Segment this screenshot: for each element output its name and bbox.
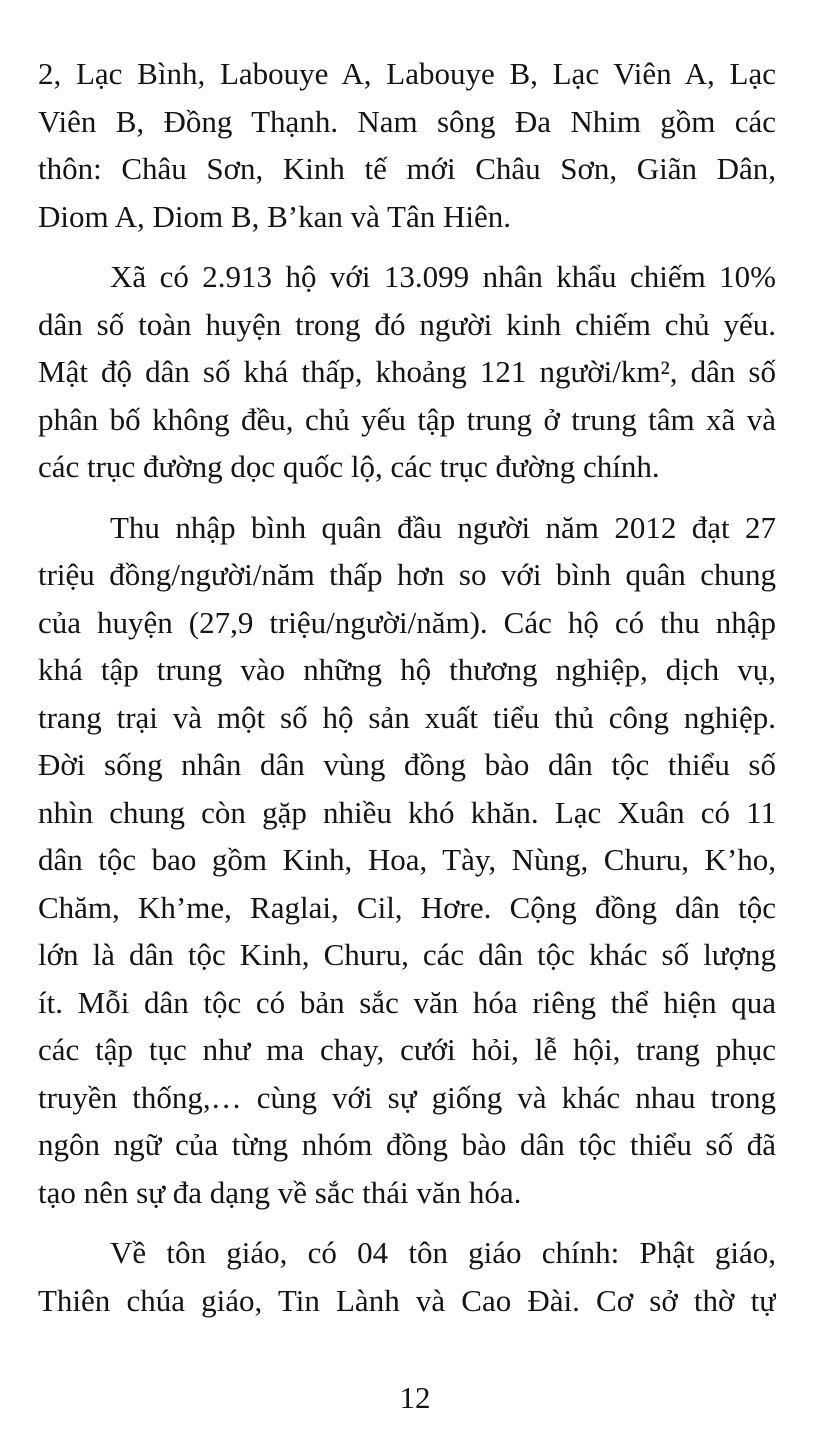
text-line: truyền thống,… cùng với sự giống và khác nhau trong — [38, 1079, 776, 1115]
text-line: Mật độ dân số khá thấp, khoảng 121 người/km², dân số — [38, 354, 776, 389]
page-body — [38, 50, 776, 1337]
paragraph-population — [38, 253, 776, 491]
paragraph-villages — [38, 50, 776, 240]
text-line: Thu nhập bình quân đầu người năm 2012 đạt 27 — [110, 509, 776, 545]
text-line: trang trại và một số hộ sản xuất tiểu thủ công nghiệp. — [38, 699, 776, 735]
text-line: dân số toàn huyện trong đó người kinh chiếm chủ yếu. — [38, 306, 776, 342]
text-line: lớn là dân tộc Kinh, Churu, các dân tộc khác số lượng — [38, 937, 776, 972]
text-line: Diom A, Diom B, B’kan và Tân Hiên. — [38, 198, 511, 234]
text-line: 2, Lạc Bình, Labouye A, Labouye B, Lạc Viên A, Lạc — [38, 56, 776, 91]
text-line: các trục đường dọc quốc lộ, các trục đường chính. — [38, 449, 660, 484]
text-line: ít. Mỗi dân tộc có bản sắc văn hóa riêng thể hiện qua — [38, 984, 776, 1020]
paragraph-religion — [38, 1229, 776, 1324]
text-line: thôn: Châu Sơn, Kinh tế mới Châu Sơn, Giãn Dân, — [38, 151, 776, 186]
text-line: triệu đồng/người/năm thấp hơn so với bình quân chung — [38, 557, 776, 592]
paragraph-income-ethnic — [38, 504, 776, 1217]
text-line: phân bố không đều, chủ yếu tập trung ở trung tâm xã và — [38, 401, 776, 437]
text-line: Viên B, Đồng Thạnh. Nam sông Đa Nhim gồm các — [38, 103, 776, 139]
page-number: 12 — [399, 1380, 431, 1415]
text-line: Xã có 2.913 hộ với 13.099 nhân khẩu chiếm 10% — [110, 259, 776, 294]
text-line: tạo nên sự đa dạng về sắc thái văn hóa. — [38, 1174, 522, 1210]
text-line: dân tộc bao gồm Kinh, Hoa, Tày, Nùng, Churu, K’ho, — [38, 842, 776, 877]
text-line: khá tập trung vào những hộ thương nghiệp, dịch vụ, — [38, 652, 776, 687]
text-line: Thiên chúa giáo, Tin Lành và Cao Đài. Cơ sở thờ tự — [38, 1282, 776, 1318]
text-line: ngôn ngữ của từng nhóm đồng bào dân tộc thiểu số đã — [38, 1127, 776, 1162]
text-line: của huyện (27,9 triệu/người/năm). Các hộ có thu nhập — [38, 604, 776, 640]
text-line: Đời sống nhân dân vùng đồng bào dân tộc thiểu số — [38, 747, 776, 782]
text-line: Chăm, Kh’me, Raglai, Cil, Hơre. Cộng đồng dân tộc — [38, 889, 776, 925]
text-line: các tập tục như ma chay, cưới hỏi, lễ hội, trang phục — [38, 1032, 776, 1067]
text-line: Về tôn giáo, có 04 tôn giáo chính: Phật giáo, — [110, 1235, 776, 1270]
text-line: nhìn chung còn gặp nhiều khó khăn. Lạc Xuân có 11 — [38, 794, 776, 830]
